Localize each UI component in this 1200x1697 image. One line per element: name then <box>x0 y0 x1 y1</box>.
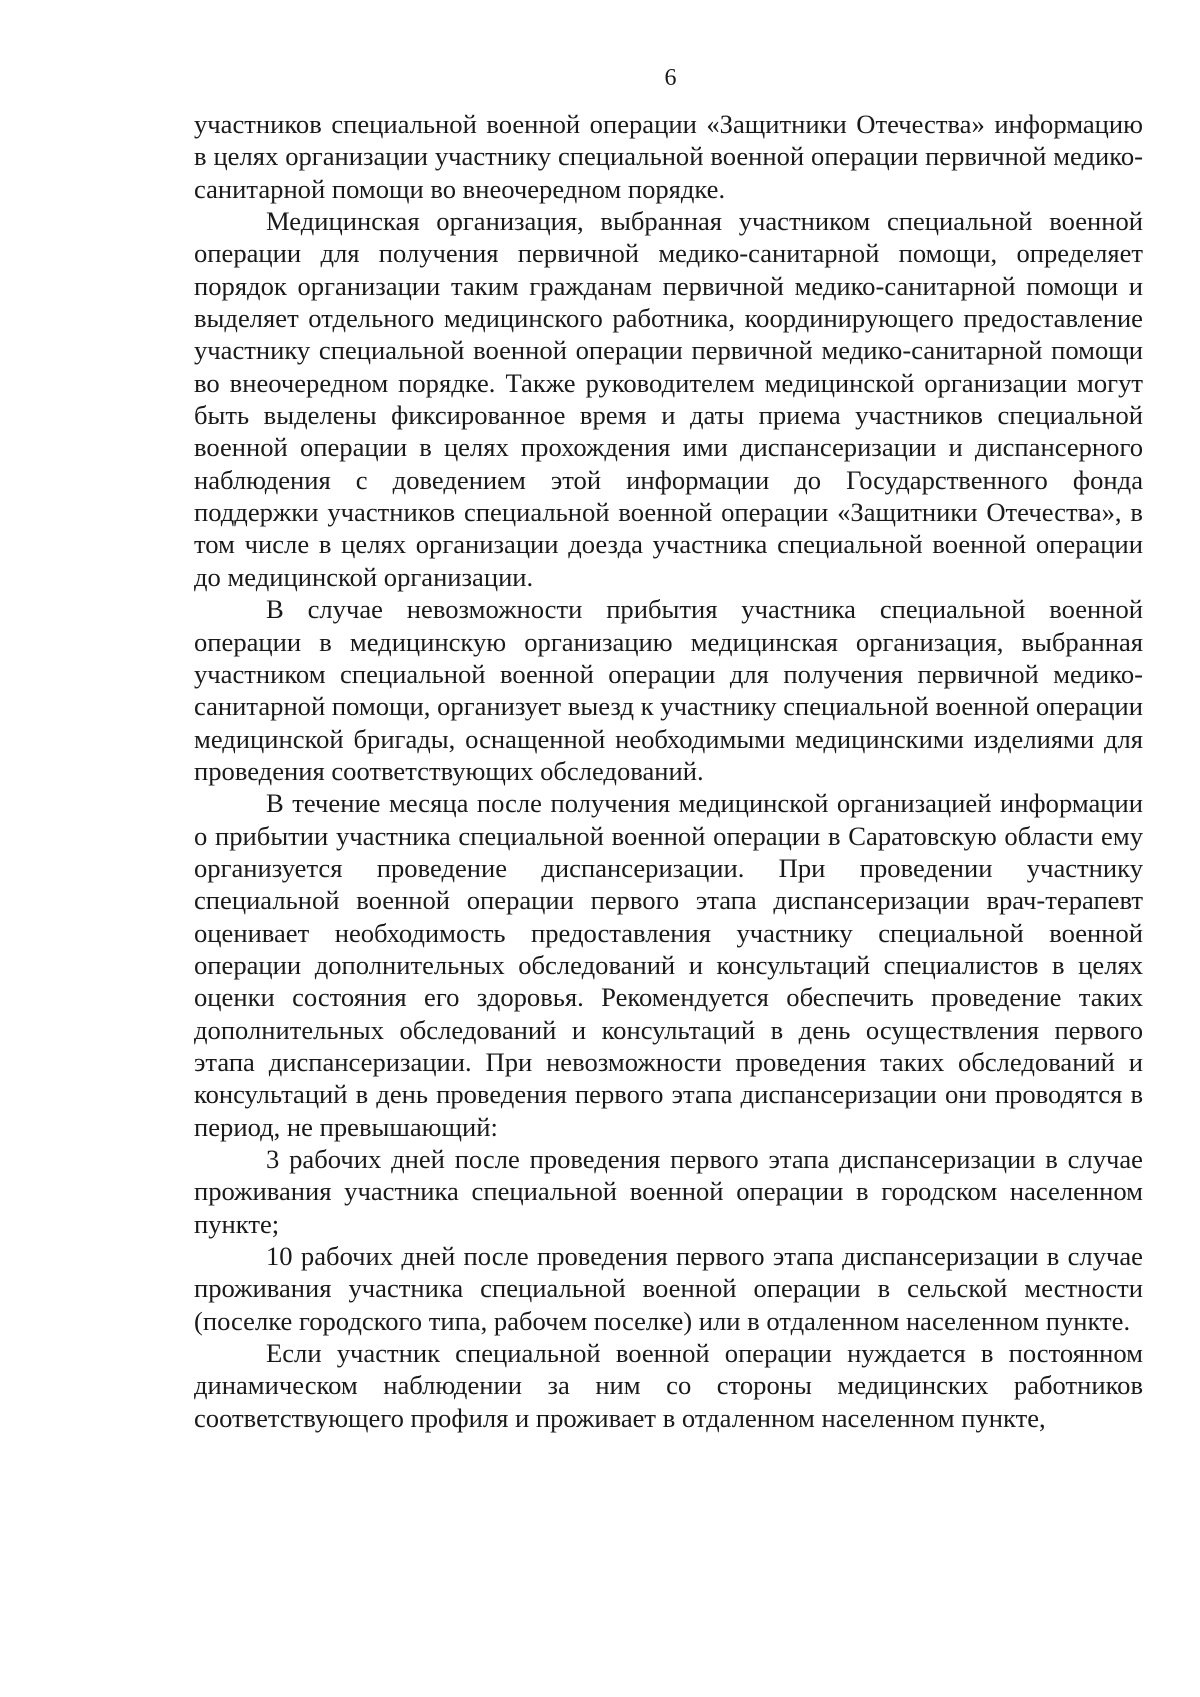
paragraph-urban-term: 3 рабочих дней после проведения первого этапа диспансеризации в случае проживания участника специальной военной операции в городском населенном пункте; <box>194 1144 1143 1239</box>
paragraph-arrival-impossible: В случае невозможности прибытия участника специальной военной операции в медицинскую организацию медицинская организация, выбранная участником специальной военной операции для получения первичной медико-санитарной помощи, организует выезд к участнику специальной военной операции медицинской бригады, оснащенной необходимыми медицинскими изделиями для проведения соответствующих обследований. <box>194 594 1143 786</box>
document-body <box>194 108 1143 1434</box>
paragraph-rural-term: 10 рабочих дней после проведения первого этапа диспансеризации в случае проживания участника специальной военной операции в сельской местности (поселке городского типа, рабочем поселке) или в отдаленном населенном пункте. <box>194 1241 1143 1336</box>
paragraph-continuation: участников специальной военной операции «Защитники Отечества» информацию в целях организации участнику специальной военной операции первичной медико-санитарной помощи во внеочередном порядке. <box>194 109 1143 204</box>
paragraph-remote-monitoring: Если участник специальной военной операции нуждается в постоянном динамическом наблюдении за ним со стороны медицинских работников соответствующего профиля и проживает в отдаленном населенном пункте, <box>194 1338 1143 1433</box>
paragraph-within-month: В течение месяца после получения медицинской организацией информации о прибытии участника специальной военной операции в Саратовскую области ему организуется проведение диспансеризации. При проведении участнику специальной военной операции первого этапа диспансеризации врач-терапевт оценивает необходимость предоставления участнику специальной военной операции дополнительных обследований и консультаций специалистов в целях оценки состояния его здоровья. Рекомендуется обеспечить проведение таких дополнительных обследований и консультаций в день осуществления первого этапа диспансеризации. При невозможности проведения таких обследований и консультаций в день проведения первого этапа диспансеризации они проводятся в период, не превышающий: <box>194 788 1143 1142</box>
page-number: 6 <box>664 65 677 91</box>
paragraph-medical-organization: Медицинская организация, выбранная участником специальной военной операции для получения первичной медико-санитарной помощи, определяет порядок организации таким гражданам первичной медико-санитарной помощи и выделяет отдельного медицинского работника, координирующего предоставление участнику специальной военной операции первичной медико-санитарной помощи во внеочередном порядке. Также руководителем медицинской организации могут быть выделены фиксированное время и даты приема участников специальной военной операции в целях прохождения ими диспансеризации и диспансерного наблюдения с доведением этой информации до Государственного фонда поддержки участников специальной военной операции «Защитники Отечества», в том числе в целях организации доезда участника специальной военной операции до медицинской организации. <box>194 206 1143 592</box>
